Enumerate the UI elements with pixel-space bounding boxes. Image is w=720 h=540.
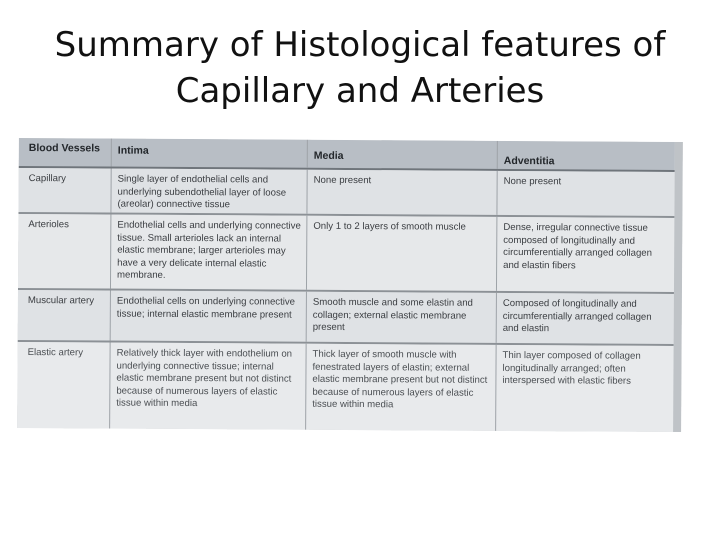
header-intima: Intima bbox=[111, 139, 307, 168]
table-row bbox=[18, 290, 674, 346]
media-cell: None present bbox=[306, 170, 496, 215]
slide-title: Summary of Histological features of Capillary and Arteries bbox=[54, 25, 666, 111]
header-media: Media bbox=[307, 140, 497, 169]
vessel-cell: Elastic artery bbox=[27, 347, 84, 359]
photo-edge bbox=[673, 142, 683, 432]
table-row bbox=[18, 168, 674, 218]
intima-cell: Endothelial cells on underlying connective tissue; internal elastic membrane present bbox=[110, 291, 306, 342]
table-header-row bbox=[19, 138, 675, 172]
adventitia-cell: Composed of longitudinally and circumferentially arranged collagen and elastin bbox=[496, 293, 674, 344]
table-row bbox=[17, 342, 674, 432]
vessel-cell: Muscular artery bbox=[27, 295, 95, 307]
header-adventitia: Adventitia bbox=[497, 141, 675, 170]
adventitia-cell: Dense, irregular connective tissue composed of longitudinally and circumferentially arranged collagen and elastin fibers bbox=[496, 217, 674, 292]
adventitia-cell: None present bbox=[496, 171, 674, 216]
vessel-cell: Capillary bbox=[28, 173, 67, 185]
media-cell: Thick layer of smooth muscle with fenestrated layers of elastin; external elastic membrane present but not distinct because of numerous layers of elastic tissue within media bbox=[305, 344, 496, 431]
intima-cell: Relatively thick layer with endothelium on underlying connective tissue; internal elastic membrane present but not distinct because of numerous layers of elastic tissue within media bbox=[109, 343, 306, 430]
media-cell: Smooth muscle and some elastin and collagen; external elastic membrane present bbox=[306, 292, 496, 343]
media-cell: Only 1 to 2 layers of smooth muscle bbox=[306, 216, 496, 291]
adventitia-cell: Thin layer composed of collagen longitudinally arranged; often interspersed with elastic fibers bbox=[495, 345, 674, 432]
intima-cell: Endothelial cells and underlying connective tissue. Small arterioles lack an internal elastic membrane; larger arterioles may have a very delicate internal elastic membrane. bbox=[110, 215, 306, 290]
table-photo bbox=[17, 138, 683, 432]
vessel-cell: Arterioles bbox=[28, 219, 69, 231]
table-row bbox=[18, 214, 674, 294]
intima-cell: Single layer of endothelial cells and underlying subendothelial layer of loose (areolar) connective tissue bbox=[110, 169, 306, 214]
header-blood-vessels: Blood Vessels bbox=[28, 142, 101, 155]
